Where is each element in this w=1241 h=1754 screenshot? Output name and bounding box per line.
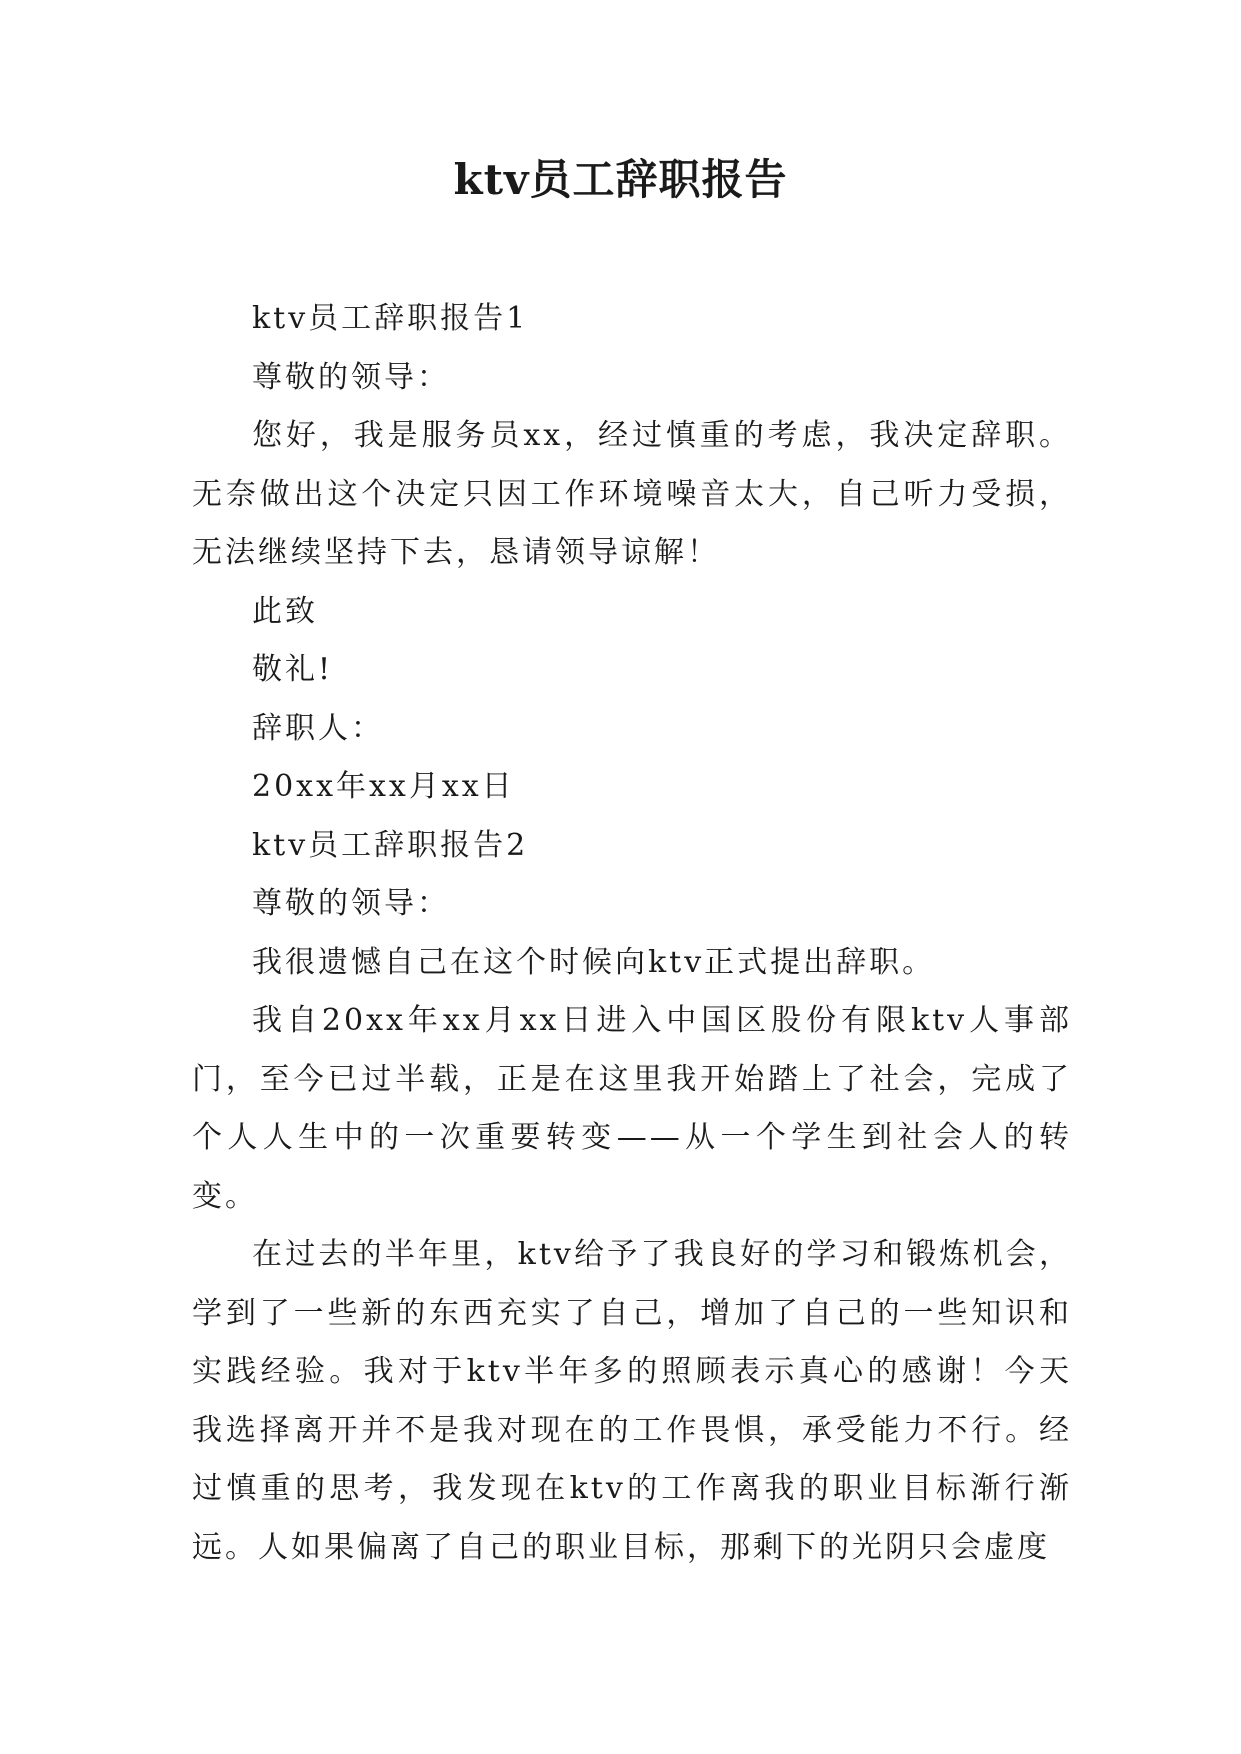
body-paragraph: 在过去的半年里，ktv给予了我良好的学习和锻炼机会，学到了一些新的东西充实了自己，增加了自己的一些知识和实践经验。我对于ktv半年多的照顾表示真心的感谢！今天我选择离开并不是我对现在的工作畏惧，承受能力不行。经过慎重的思考，我发现在ktv的工作离我的职业目标渐行渐远。人如果偏离了自己的职业目标，那剩下的光阴只会虚度 [192,1237,1072,1565]
signature-label: 辞职人： [252,710,384,746]
body-paragraph: 我自20xx年xx月xx日进入中国区股份有限ktv人事部门，至今已过半载，正是在这里我开始踏上了社会，完成了个人人生中的一次重要转变——从一个学生到社会人的转变。 [192,1003,1072,1214]
date-line: 20xx年xx月xx日 [252,769,515,804]
salutation: 尊敬的领导： [252,359,450,395]
section-heading-1: ktv员工辞职报告1 [252,301,529,336]
closing-line: 此致 [252,593,318,629]
body-paragraph: 我很遗憾自己在这个时候向ktv正式提出辞职。 [252,944,936,980]
section-heading-2: ktv员工辞职报告2 [252,827,529,863]
document-body [192,290,1072,1577]
salutation: 尊敬的领导： [252,886,450,921]
closing-regards: 敬礼! [252,652,334,687]
body-paragraph: 您好，我是服务员xx，经过慎重的考虑，我决定辞职。无奈做出这个决定只因工作环境噪音太大，自己听力受损，无法继续坚持下去，恳请领导谅解！ [192,418,1072,570]
document-title: ktv员工辞职报告 [453,155,788,204]
